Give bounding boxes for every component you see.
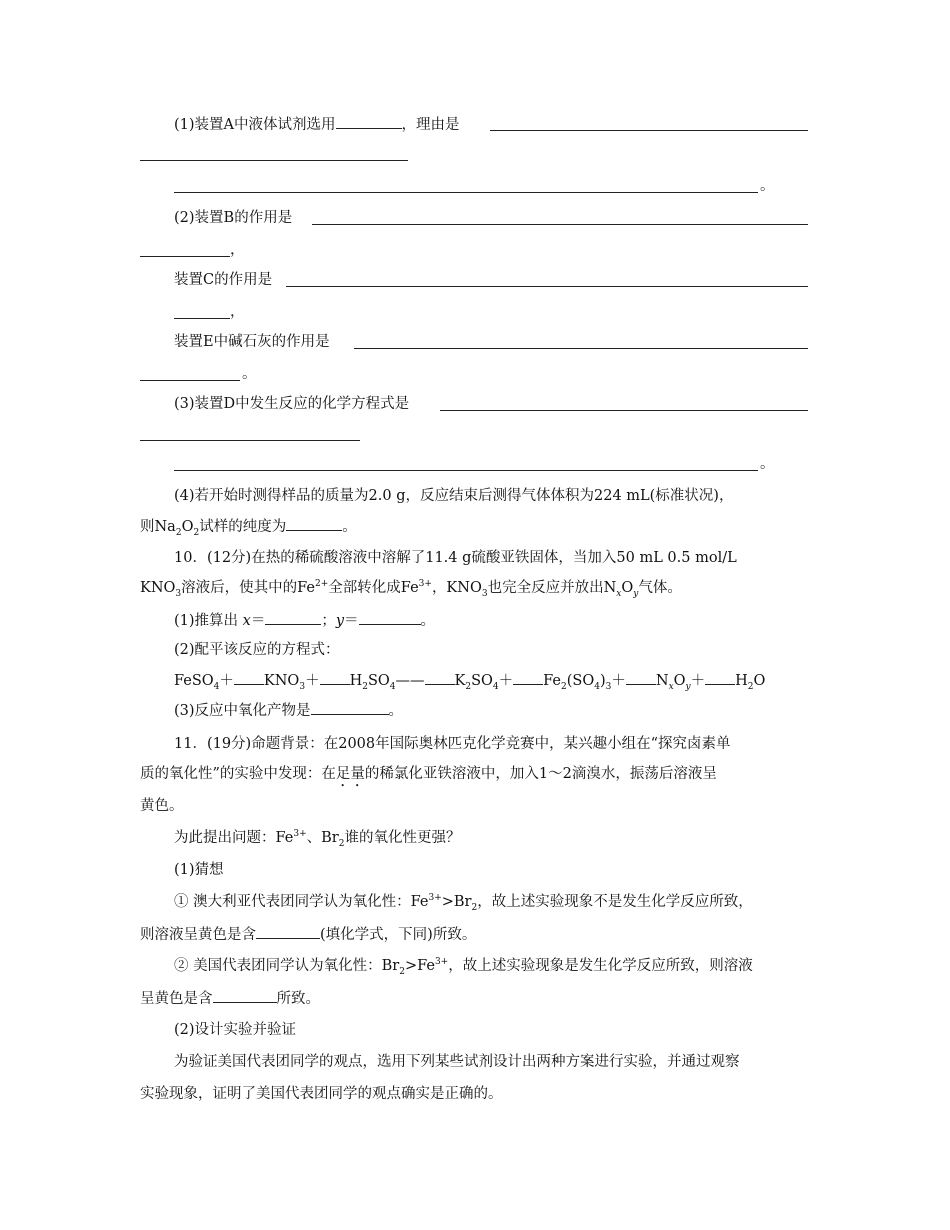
q11-verify-line1: 为验证美国代表团同学的观点，选用下列某些试剂设计出两种方案进行实验，并通过观察: [174, 1054, 740, 1070]
answer-blank[interactable]: [311, 700, 389, 715]
answer-blank[interactable]: [286, 286, 808, 287]
q9-part4-line1: (4)若开始时测得样品的质量为2.0 g，反应结束后测得气体体积为224 mL(标准状况)，: [174, 488, 734, 504]
answer-blank[interactable]: [336, 114, 402, 129]
q11-guess-heading: (1)猜想: [174, 862, 224, 878]
q10-part2-label: (2)配平该反应的方程式：: [174, 642, 340, 658]
q9-device-e-label: 装置E中碱石灰的作用是: [174, 334, 330, 350]
q11-stem-line3: 黄色。: [140, 798, 184, 814]
answer-blank[interactable]: [213, 988, 277, 1003]
q11-guess1-line1: ① 澳大利亚代表团同学认为氧化性：$Fe^{3+}>Br_2$，故上述实验现象不是发生化学反应所致，: [174, 893, 753, 913]
answer-blank[interactable]: [140, 160, 408, 161]
answer-blank[interactable]: [174, 470, 758, 471]
q11-question: 为此提出问题：$Fe^{3+}$、$Br_2$谁的氧化性更强？: [174, 829, 461, 849]
q9-part1-reason-label: ，理由是: [401, 117, 460, 133]
period: 。: [760, 456, 775, 472]
coefficient-blank[interactable]: [320, 670, 350, 685]
q11-guess2-line1: ② 美国代表团同学认为氧化性：$Br_2>Fe^{3+}$，故上述实验现象是发生化学反应所致，则溶液: [174, 957, 753, 977]
period: 。: [242, 366, 257, 382]
answer-blank[interactable]: [256, 924, 320, 939]
q10-part1: (1)推算出 x＝ ；y＝ 。: [174, 610, 435, 631]
comma: ，: [230, 304, 245, 320]
q9-part1-label: (1)装置A中液体试剂选用: [174, 117, 336, 133]
coefficient-blank[interactable]: [626, 670, 656, 685]
answer-blank[interactable]: [286, 516, 342, 531]
q10-equation: FeSO$_4$＋ $KNO_3+$ $H_2SO_4——$ $K_2SO_4+ Fe_2(SO_4)_3+ N_xO_y+ H_2O$: [174, 670, 765, 691]
q11-stem-line1: 11．(19分)命题背景：在2008年国际奥林匹克化学竞赛中，某兴趣小组在“探究卤素单: [174, 736, 731, 752]
q11-guess2-line2: 呈黄色是含 所致。: [140, 988, 320, 1009]
answer-blank[interactable]: [174, 192, 758, 193]
coefficient-blank[interactable]: [513, 670, 543, 685]
answer-blank[interactable]: [265, 610, 321, 625]
answer-blank[interactable]: [140, 440, 360, 441]
q9-part3-label: (3)装置D中发生反应的化学方程式是: [174, 396, 410, 412]
q10-part3: (3)反应中氧化产物是 。: [174, 700, 403, 721]
q9-part1-line: [174, 114, 460, 135]
q11-verify-line2: 实验现象，证明了美国代表团同学的观点确实是正确的。: [140, 1086, 503, 1102]
answer-blank[interactable]: [490, 130, 808, 131]
q10-stem-line1: 10．(12分)在热的稀硫酸溶液中溶解了11.4 g硫酸亚铁固体，当加入50 mL 0.5 mol/L: [174, 550, 737, 566]
answer-blank[interactable]: [359, 610, 421, 625]
answer-blank[interactable]: [354, 348, 808, 349]
q9-device-c-label: 装置C的作用是: [174, 272, 273, 288]
answer-blank[interactable]: [174, 318, 230, 319]
answer-blank[interactable]: [312, 224, 808, 225]
answer-blank[interactable]: [140, 380, 240, 381]
coefficient-blank[interactable]: [234, 670, 264, 685]
answer-blank[interactable]: [440, 410, 808, 411]
q9-part2-label: (2)装置B的作用是: [174, 210, 293, 226]
answer-blank[interactable]: [140, 256, 230, 257]
period: 。: [760, 178, 775, 194]
q10-stem-line2: $KNO_3$溶液后，使其中的$Fe^{2+}$全部转化成$Fe^{3+}$，$KNO_3$也完全反应并放出$N_xO_y$气体。: [140, 579, 682, 599]
comma: ，: [230, 242, 245, 258]
coefficient-blank[interactable]: [425, 670, 455, 685]
q9-part4-line2: 则$Na_2O_2$试样的纯度为 。: [140, 516, 357, 537]
q11-guess1-line2: 则溶液呈黄色是含 (填化学式，下同)所致。: [140, 924, 476, 945]
coefficient-blank[interactable]: [705, 670, 735, 685]
q11-stem-line2: 质的氧化性”的实验中发现：在足量的稀氯化亚铁溶液中，加入1～2滴溴水，振荡后溶液呈: [140, 766, 717, 782]
q11-design-heading: (2)设计实验并验证: [174, 1022, 297, 1038]
